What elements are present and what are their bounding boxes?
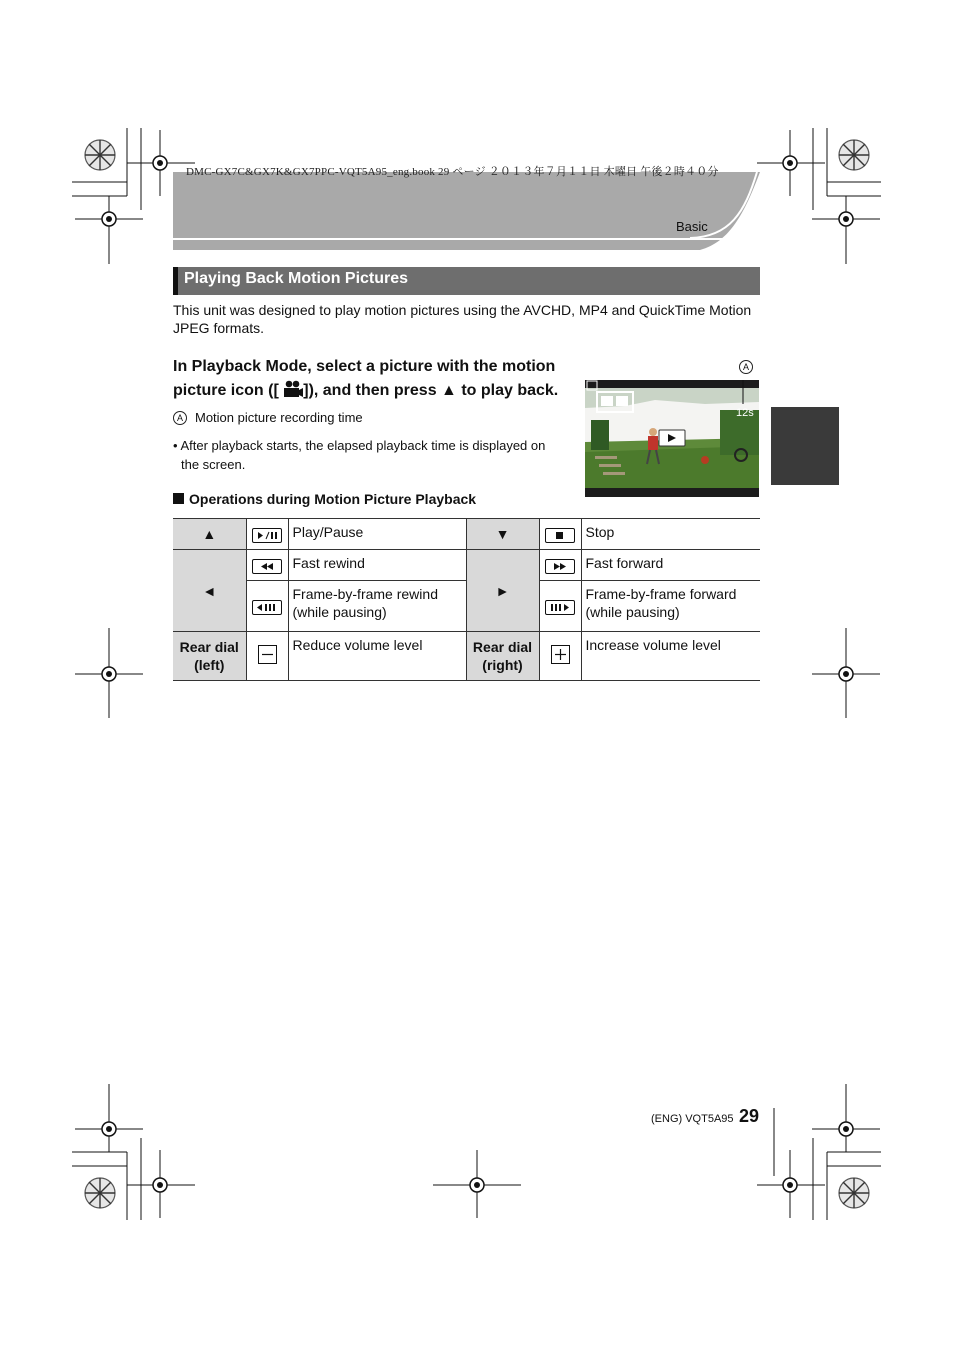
step-line-1: In Playback Mode, select a picture with the motion [173,358,556,375]
marker-a: A [173,411,187,425]
plus-icon [539,632,581,681]
key-down: ▼ [466,519,539,550]
chapter-label: Basic [676,219,708,234]
motion-picture-icon [283,380,303,406]
bullet-note [173,436,573,474]
print-header: DMC-GX7C&GX7K&GX7PPC-VQT5A95_eng.book 29 ページ ２０１３年７月１１日 木曜日 午後２時４０分 [186,166,719,178]
key-right: ► [466,550,539,632]
step-line-2 [173,379,583,406]
play-pause-icon [246,519,288,550]
frame-forward-line-2: (while pausing) [585,604,680,620]
operations-heading-text: Operations during Motion Picture Playback [189,491,477,507]
rear-dial-right-line-2: (right) [482,657,523,673]
stop-label: Stop [581,519,760,550]
reduce-volume-label: Reduce volume level [288,632,466,681]
minus-icon [246,632,288,681]
key-rear-dial-right [466,632,539,681]
frame-rewind-icon [246,581,288,632]
playback-screen-image [585,380,759,497]
note-a-text: Motion picture recording time [195,410,363,425]
increase-volume-label: Increase volume level [581,632,760,681]
footer-code: (ENG) VQT5A95 [651,1113,734,1125]
operations-heading [173,491,476,507]
bullet-line-2: the screen. [181,457,246,472]
frame-rewind-line-2: (while pausing) [292,604,387,620]
play-pause-label: Play/Pause [288,519,466,550]
fast-forward-icon [539,550,581,581]
bullet-line-1: • After playback starts, the elapsed playback time is displayed on [173,438,546,453]
table-row [173,519,760,550]
frame-forward-line-1: Frame-by-frame forward [585,586,737,602]
key-up: ▲ [173,519,246,550]
rewind-icon [246,550,288,581]
frame-forward-label [581,581,760,632]
key-left: ◄ [173,550,246,632]
table-row [173,550,760,581]
rewind-label: Fast rewind [288,550,466,581]
rear-dial-left-line-2: (left) [194,657,225,673]
step-line-2-post: ]), and then press ▲ to play back. [303,382,559,399]
operations-table [173,518,760,681]
stop-icon [539,519,581,550]
note-a [173,410,363,425]
screen-time: 12s [736,407,754,419]
screen-marker-a: A [739,358,761,376]
frame-forward-icon [539,581,581,632]
frame-rewind-line-1: Frame-by-frame rewind [292,586,438,602]
key-rear-dial-left [173,632,246,681]
page-number: 29 [739,1106,760,1126]
rear-dial-left-line-1: Rear dial [179,639,239,655]
section-title: Playing Back Motion Pictures [184,270,409,287]
band-line [173,238,733,240]
table-row [173,632,760,681]
chapter-tab [771,407,839,485]
intro-paragraph: This unit was designed to play motion pictures using the AVCHD, MP4 and QuickTime Motion JPEG formats. [173,302,752,336]
frame-rewind-label [288,581,466,632]
rear-dial-right-line-1: Rear dial [472,639,533,655]
fast-forward-label: Fast forward [581,550,760,581]
step-instruction [173,355,583,406]
step-line-2-pre: picture icon ([ [173,382,279,399]
